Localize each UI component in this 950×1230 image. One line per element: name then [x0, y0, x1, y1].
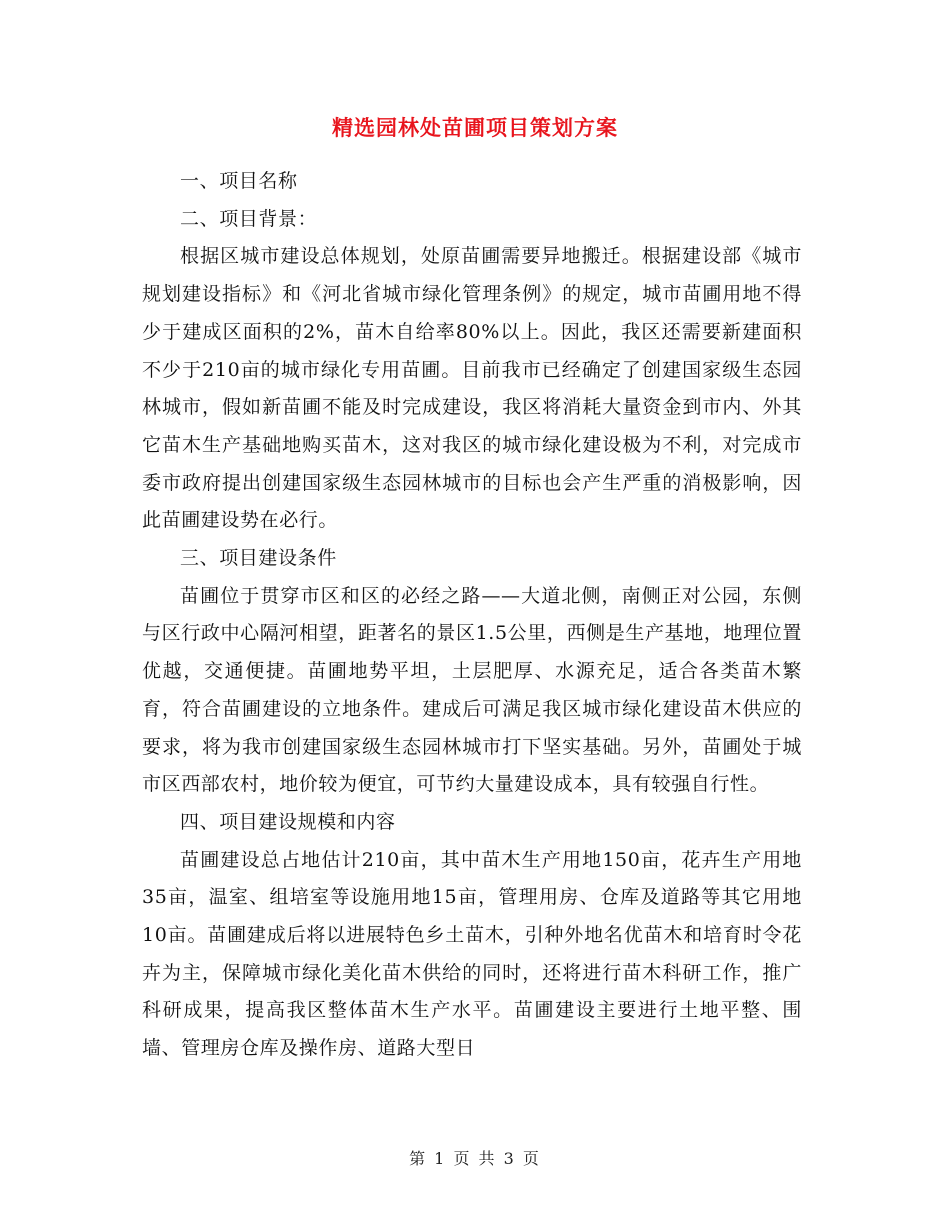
- document-body: [142, 163, 802, 1068]
- section-heading-scale: 四、项目建设规模和内容: [180, 810, 396, 833]
- section-heading-project-name: 一、项目名称: [180, 170, 298, 192]
- paragraph-scale: 苗圃建设总占地估计210亩，其中苗木生产用地150亩，花卉生产用地35亩，温室、组培室等设施用地15亩，管理用房、仓库及道路等其它用地10亩。苗圃建成后将以进展特色乡土苗木，引种外地名优苗木和培育时令花卉为主，保障城市绿化美化苗木供给的同时，还将进行苗木科研工作，推广科研成果，提高我区整体苗木生产水平。苗圃建设主要进行土地平整、围墙、管理房仓库及操作房、道路大型日: [142, 848, 802, 1060]
- page-number-footer: 第 1 页 共 3 页: [409, 1149, 541, 1168]
- document-title: 精选园林处苗圃项目策划方案: [332, 115, 618, 140]
- paragraph-conditions: 苗圃位于贯穿市区和区的必经之路——大道北侧，南侧正对公园，东侧与区行政中心隔河相望，距著名的景区1.5公里，西侧是生产基地，地理位置优越，交通便捷。苗圃地势平坦，土层肥厚、水源充足，适合各类苗木繁育，符合苗圃建设的立地条件。建成后可满足我区城市绿化建设苗木供应的要求，将为我市创建国家级生态园林城市打下坚实基础。另外，苗圃处于城市区西部农村，地价较为便宜，可节约大量建设成本，具有较强自行性。: [142, 584, 802, 796]
- section-heading-background: 二、项目背景：: [180, 207, 318, 230]
- paragraph-background: 根据区城市建设总体规划，处原苗圃需要异地搬迁。根据建设部《城市规划建设指标》和《河北省城市绿化管理条例》的规定，城市苗圃用地不得少于建成区面积的2%，苗木自给率80%以上。因此，我区还需要新建面积不少于210亩的城市绿化专用苗圃。目前我市已经确定了创建国家级生态园林城市，假如新苗圃不能及时完成建设，我区将消耗大量资金到市内、外其它苗木生产基础地购买苗木，这对我区的城市绿化建设极为不利，对完成市委市政府提出创建国家级生态园林城市的目标也会产生严重的消极影响，因此苗圃建设势在必行。: [142, 245, 802, 532]
- section-heading-conditions: 三、项目建设条件: [180, 547, 337, 570]
